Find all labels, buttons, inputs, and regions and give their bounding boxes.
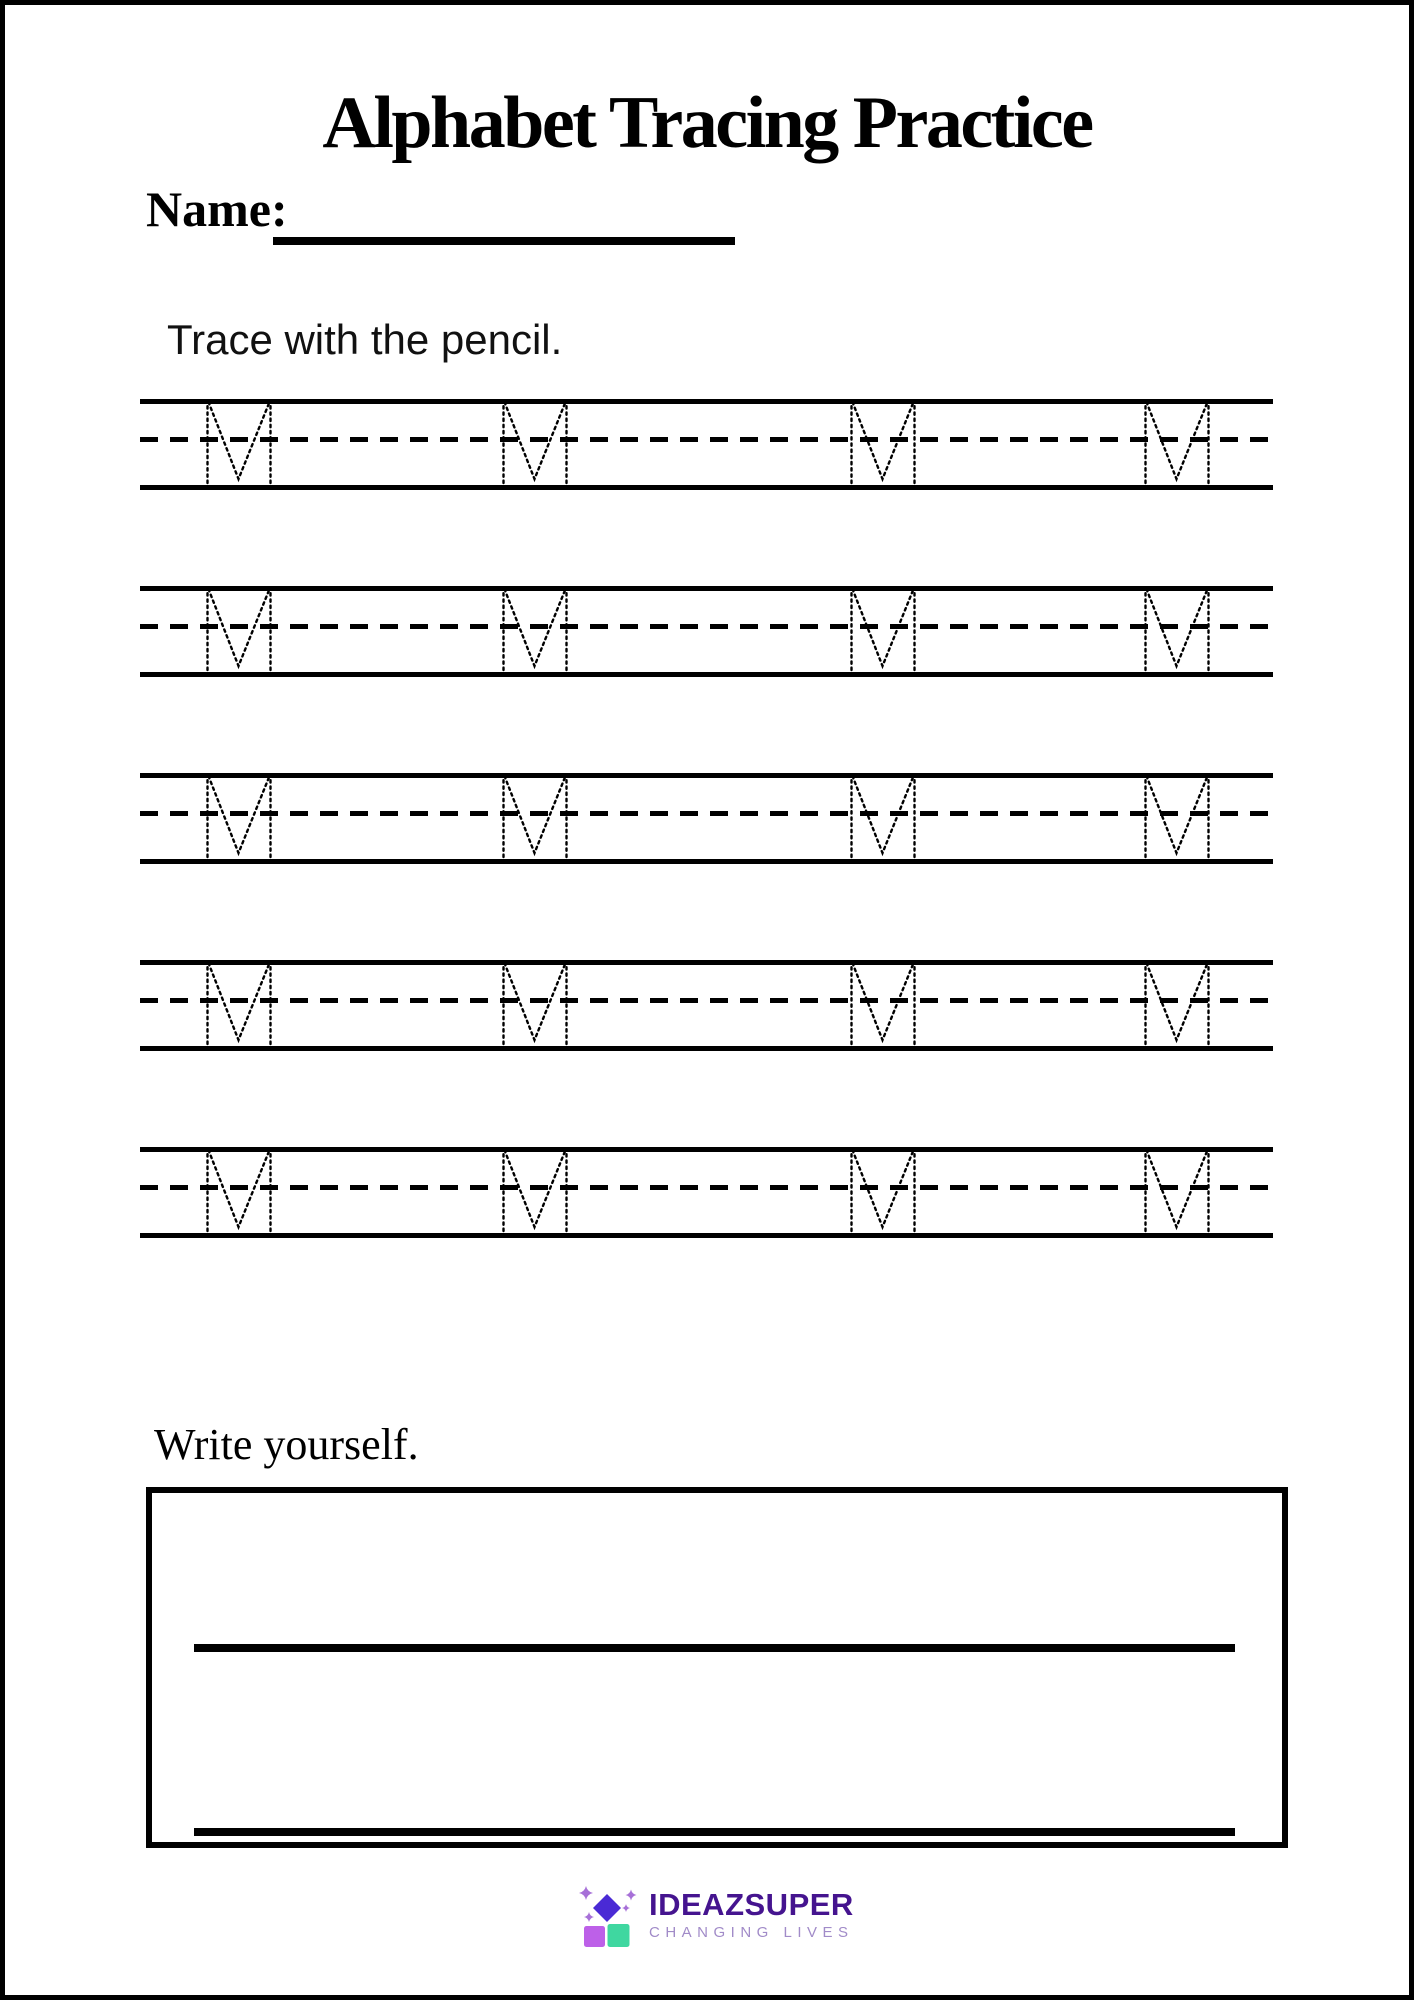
traceable-letter-m: [204, 773, 274, 864]
brand-tagline: CHANGING LIVES: [649, 1924, 854, 1941]
writing-guide-top-line: [140, 399, 1273, 404]
writing-guide-middle-dashed-line: [140, 437, 1273, 442]
writing-line: [194, 1828, 1235, 1836]
writing-guide-top-line: [140, 586, 1273, 591]
traceable-letter-m: [500, 960, 570, 1051]
traceable-letter-m: [1142, 399, 1212, 490]
tracing-row: [140, 586, 1273, 677]
green-square-icon: [608, 1924, 630, 1947]
sparkle-icon: [622, 1904, 630, 1912]
traceable-letter-m: [1142, 773, 1212, 864]
traceable-letter-m: [1142, 586, 1212, 677]
sparkle-icon: [584, 1912, 594, 1922]
brand-logo: [576, 1883, 854, 1949]
traceable-letter-m: [500, 586, 570, 677]
traceable-letter-m: [1142, 1147, 1212, 1238]
writing-line: [194, 1644, 1235, 1652]
traceable-letter-m: [204, 960, 274, 1051]
traceable-letter-m: [500, 399, 570, 490]
traceable-letter-m: [848, 960, 918, 1051]
brand-logo-icon: [576, 1883, 638, 1949]
traceable-letter-m: [848, 773, 918, 864]
writing-guide-bottom-line: [140, 485, 1273, 490]
diamond-icon: [593, 1894, 621, 1922]
tracing-row: [140, 773, 1273, 864]
traceable-letter-m: [204, 586, 274, 677]
writing-guide-bottom-line: [140, 1046, 1273, 1051]
writing-guide-bottom-line: [140, 859, 1273, 864]
name-label: Name:: [146, 181, 288, 237]
traceable-letter-m: [848, 399, 918, 490]
writing-guide-top-line: [140, 1147, 1273, 1152]
tracing-row: [140, 399, 1273, 490]
page-title: Alphabet Tracing Practice: [322, 82, 1092, 164]
name-fill-line: [273, 237, 735, 245]
write-instruction: Write yourself.: [154, 1420, 419, 1469]
sparkle-icon: [626, 1890, 637, 1901]
tracing-rows: [140, 399, 1273, 1239]
writing-guide-middle-dashed-line: [140, 811, 1273, 816]
sparkle-icon: [579, 1886, 593, 1900]
traceable-letter-m: [500, 773, 570, 864]
traceable-letter-m: [204, 399, 274, 490]
traceable-letter-m: [204, 1147, 274, 1238]
writing-guide-top-line: [140, 773, 1273, 778]
traceable-letter-m: [848, 586, 918, 677]
writing-guide-bottom-line: [140, 672, 1273, 677]
tracing-row: [140, 1147, 1273, 1238]
traceable-letter-m: [1142, 960, 1212, 1051]
traceable-letter-m: [848, 1147, 918, 1238]
trace-instruction: Trace with the pencil.: [167, 316, 563, 363]
writing-guide-middle-dashed-line: [140, 998, 1273, 1003]
tracing-row: [140, 960, 1273, 1051]
write-yourself-box: [146, 1487, 1288, 1848]
writing-guide-middle-dashed-line: [140, 1185, 1273, 1190]
writing-guide-top-line: [140, 960, 1273, 965]
purple-square-icon: [584, 1926, 605, 1947]
writing-guide-bottom-line: [140, 1233, 1273, 1238]
brand-name: IDEAZSUPER: [649, 1887, 854, 1922]
traceable-letter-m: [500, 1147, 570, 1238]
writing-guide-middle-dashed-line: [140, 624, 1273, 629]
